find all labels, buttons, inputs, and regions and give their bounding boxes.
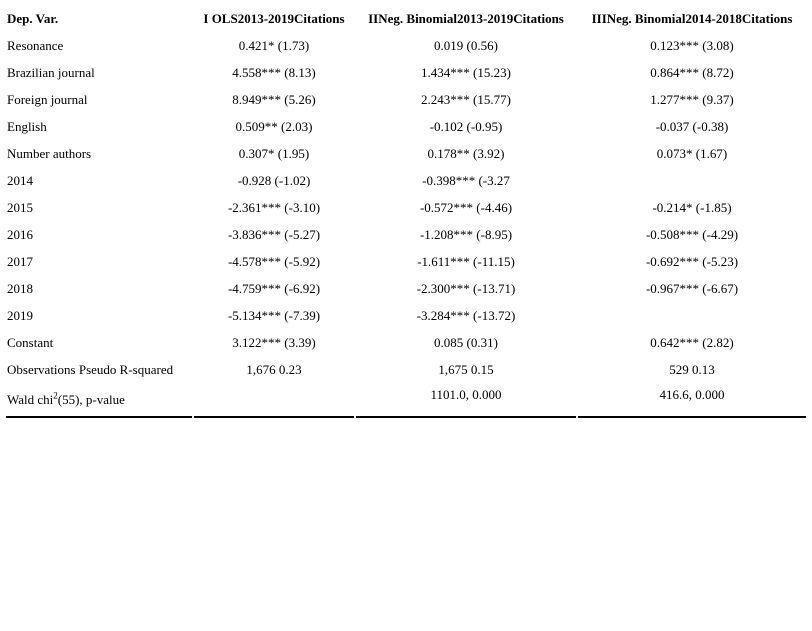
coefficient-cell-model-2: -1.208*** (-8.95) [419,227,513,242]
coefficient-cell-model-2: 2.243*** (15.77) [421,92,511,107]
table-row [6,329,806,356]
coefficient-cell-model-2: 0.178** (3.92) [427,146,505,161]
dep-var-header: Dep. Var. [7,10,59,26]
coefficient-cell-model-2: -1.611*** (-11.15) [417,254,515,269]
coefficient-cell-model-2: -0.572*** (-4.46) [419,200,513,215]
model-3-header: IIINeg. Binomial2014-2018Citations [591,10,793,26]
coefficient-cell-model-3: -0.508*** (-4.29) [645,227,739,242]
row-label: English [7,119,47,134]
wald-label-superscript: 2 [53,390,58,401]
coefficient-cell-model-3 [578,302,806,329]
row-label: Constant [7,335,54,350]
row-label: Number authors [7,146,92,161]
wald-label-suffix: (55), p-value [57,392,125,407]
wald-value-model-2: 1101.0, 0.000 [356,383,576,418]
coefficient-cell-model-3: -0.692*** (-5.23) [645,254,739,269]
row-label: 2018 [7,281,33,296]
coefficient-cell-model-2: 0.085 (0.31) [434,335,498,350]
wald-chi2-row [6,383,806,418]
row-label: 2017 [7,254,33,269]
wald-label-prefix: Wald chi [7,392,54,407]
coefficient-cell-model-3: -0.967*** (-6.67) [645,281,739,296]
table-row [6,248,806,275]
table-row [6,113,806,140]
coefficient-cell-model-1: -4.759*** (-6.92) [227,281,321,296]
table-row [6,194,806,221]
coefficient-cell-model-1: 8.949*** (5.26) [232,92,316,107]
coefficient-cell-model-1: -4.578*** (-5.92) [227,254,321,269]
row-label: Resonance [7,38,64,53]
table-row [6,86,806,113]
table-row [6,275,806,302]
regression-results-table [4,4,808,418]
table-row [6,140,806,167]
coefficient-cell-model-1: 0.307* (1.95) [238,146,310,161]
row-label: 2014 [7,173,33,188]
coefficient-cell-model-1: -5.134*** (-7.39) [227,308,321,323]
coefficient-cell-model-1: -2.361*** (-3.10) [227,200,321,215]
coefficient-cell-model-3: -0.214* (-1.85) [652,200,732,215]
row-label: Brazilian journal [7,65,95,80]
coefficient-cell-model-3: 0.864*** (8.72) [650,65,734,80]
table-row [6,356,806,383]
coefficient-cell-model-2: 1,675 0.15 [438,362,494,377]
coefficient-cell-model-3 [578,167,806,194]
table-row [6,302,806,329]
table-row [6,221,806,248]
coefficient-cell-model-1: -0.928 (-1.02) [237,173,311,188]
model-1-header: I OLS2013-2019Citations [203,10,345,26]
coefficient-cell-model-1: 1,676 0.23 [246,362,302,377]
model-2-header: IINeg. Binomial2013-2019Citations [368,10,564,26]
wald-chi2-label [6,383,192,418]
table-body [6,32,806,418]
table-row [6,32,806,59]
coefficient-cell-model-3: -0.037 (-0.38) [655,119,729,134]
coefficient-cell-model-2: -0.102 (-0.95) [429,119,503,134]
coefficient-cell-model-2: -2.300*** (-13.71) [416,281,516,296]
row-label: 2019 [7,308,33,323]
wald-value-model-1 [194,383,354,418]
coefficient-cell-model-2: 1.434*** (15.23) [421,65,511,80]
table-row [6,59,806,86]
coefficient-cell-model-1: 0.509** (2.03) [235,119,313,134]
coefficient-cell-model-3: 0.642*** (2.82) [650,335,734,350]
coefficient-cell-model-2: 0.019 (0.56) [434,38,498,53]
row-label: 2015 [7,200,33,215]
coefficient-cell-model-2: -3.284*** (-13.72) [416,308,516,323]
coefficient-cell-model-3: 1.277*** (9.37) [650,92,734,107]
table-header-row [6,4,806,32]
row-label: Observations Pseudo R-squared [7,362,174,377]
coefficient-cell-model-2: -0.398*** (-3.27 [422,173,510,188]
coefficient-cell-model-3: 0.123*** (3.08) [650,38,734,53]
coefficient-cell-model-1: 3.122*** (3.39) [232,335,316,350]
coefficient-cell-model-1: -3.836*** (-5.27) [227,227,321,242]
coefficient-cell-model-1: 4.558*** (8.13) [232,65,316,80]
row-label: 2016 [7,227,33,242]
coefficient-cell-model-3: 529 0.13 [669,362,715,377]
wald-value-model-3: 416.6, 0.000 [578,383,806,418]
coefficient-cell-model-1: 0.421* (1.73) [238,38,310,53]
row-label: Foreign journal [7,92,88,107]
coefficient-cell-model-3: 0.073* (1.67) [656,146,728,161]
table-row [6,167,806,194]
